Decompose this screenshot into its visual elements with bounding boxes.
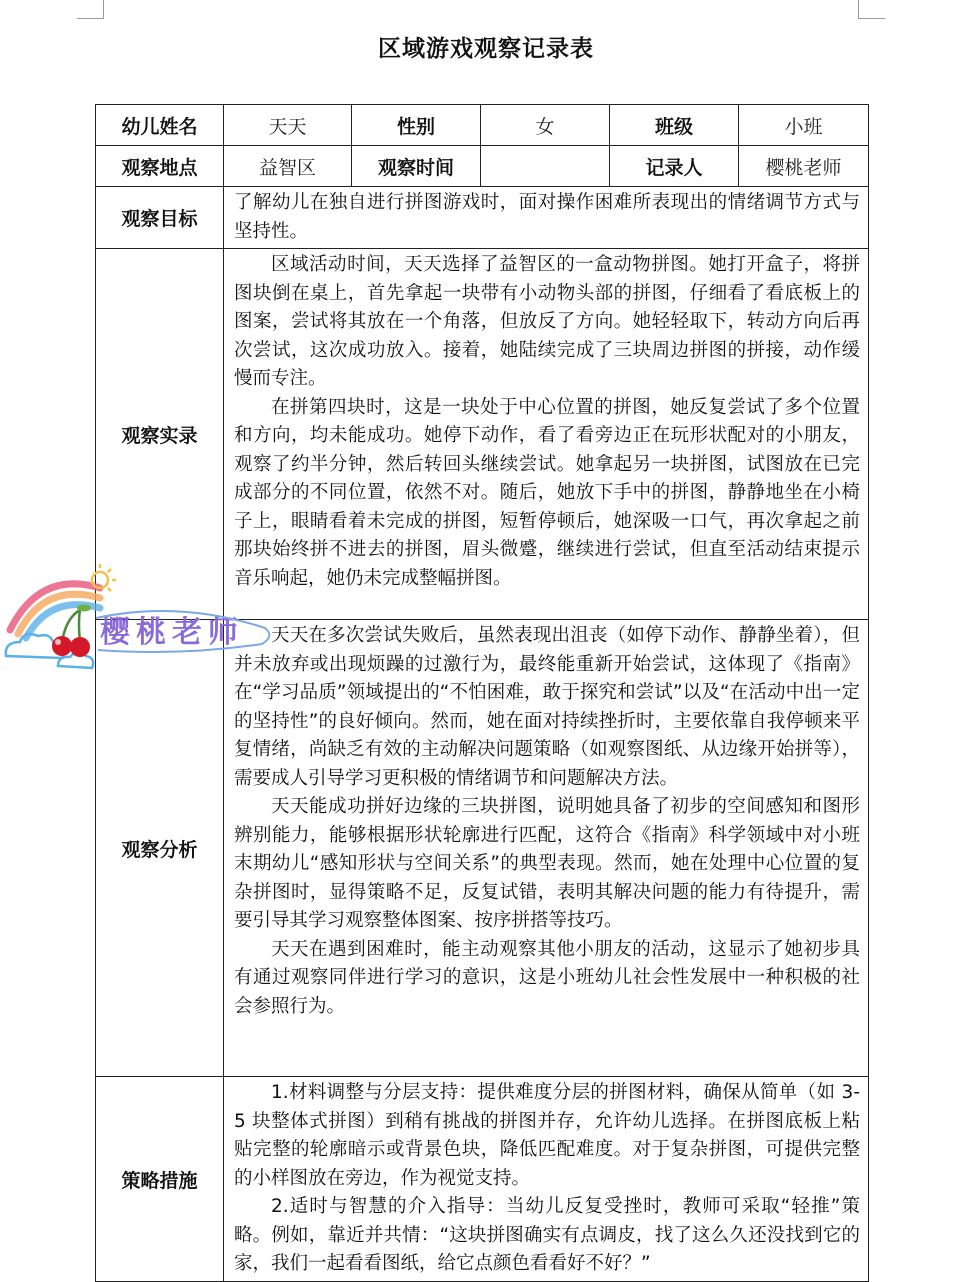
class-label: 班级: [610, 105, 739, 146]
table-row: [96, 146, 869, 187]
cherry-teacher-watermark: [0, 560, 290, 680]
record-paragraph: 区域活动时间，天天选择了益智区的一盒动物拼图。她打开盒子，将拼图块倒在桌上，首先拿起一块带有小动物头部的拼图，仔细看了看底板上的图案，尝试将其放在一个角落，但放反了方向。她轻轻取下，转动方向后再次尝试，这次成功放入。接着，她陆续完成了三块周边拼图的拼接，动作缓慢而专注。: [234, 254, 860, 389]
place-label: 观察地点: [96, 146, 224, 187]
table-row: [96, 187, 869, 249]
table-row: [96, 1077, 869, 1282]
child-name-label: 幼儿姓名: [96, 105, 224, 146]
strategy-paragraph: 1.材料调整与分层支持：提供难度分层的拼图材料，确保从简单（如 3-5 块整体式拼图）到稍有挑战的拼图并存，允许幼儿选择。在拼图底板上粘贴完整的轮廓暗示或背景色块，降低匹配难度。对于复杂拼图，可提供完整的小样图放在旁边，作为视觉支持。: [234, 1082, 860, 1189]
watermark-text: 樱桃老师: [100, 615, 244, 650]
time-value: [481, 146, 610, 187]
crop-mark-right: [858, 0, 885, 19]
time-label: 观察时间: [352, 146, 481, 187]
crop-mark-left: [77, 0, 104, 19]
record-label: 观察实录: [96, 249, 224, 620]
analysis-paragraph: 天天在遇到困难时，能主动观察其他小朋友的活动，这显示了她初步具有通过观察同伴进行学习的意识，这是小班幼儿社会性发展中一种积极的社会参照行为。: [234, 938, 860, 1017]
recorder-label: 记录人: [610, 146, 739, 187]
sun-icon: [92, 564, 116, 591]
table-row: [96, 105, 869, 146]
observation-table: [95, 104, 869, 1282]
analysis-text: [224, 620, 869, 1077]
goal-label: 观察目标: [96, 187, 224, 249]
recorder-value: 樱桃老师: [739, 146, 869, 187]
record-paragraph: 在拼第四块时，这是一块处于中心位置的拼图，她反复尝试了多个位置和方向，均未能成功。她停下动作，看了看旁边正在玩形状配对的小朋友，观察了约半分钟，然后转回头继续尝试。她拿起另一块拼图，试图放在已完成部分的不同位置，依然不对。随后，她放下手中的拼图，静静地坐在小椅子上，眼睛看着未完成的拼图，短暂停顿后，她深吸一口气，再次拿起之前那块始终拼不进去的拼图，眉头微蹙，继续进行尝试，但直至活动结束提示音乐响起，她仍未完成整幅拼图。: [234, 396, 860, 589]
analysis-label: 观察分析: [96, 620, 224, 1077]
analysis-paragraph: 天天在多次尝试失败后，虽然表现出沮丧（如停下动作、静静坐着），但并未放弃或出现烦躁的过激行为，最终能重新开始尝试，这体现了《指南》在“学习品质”领域提出的“不怕困难，敢于探究和尝试”以及“在活动中出一定的坚持性”的良好倾向。然而，她在面对持续挫折时，主要依靠自我停顿来平复情绪，尚缺乏有效的主动解决问题策略（如观察图纸、从边缘开始拼等），需要成人引导学习更积极的情绪调节和问题解决方法。: [234, 625, 860, 789]
strategy-paragraph: 2.适时与智慧的介入指导：当幼儿反复受挫时，教师可采取“轻推”策略。例如，靠近并共情：“这块拼图确实有点调皮，找了这么久还没找到它的家，我们一起看看图纸，给它点颜色看看好不好？”: [234, 1196, 860, 1274]
place-value: 益智区: [224, 146, 352, 187]
cherry-icon: [52, 605, 91, 658]
strategy-text: [224, 1077, 869, 1282]
class-value: 小班: [739, 105, 869, 146]
record-text: [224, 249, 869, 620]
page-title: 区域游戏观察记录表: [378, 36, 594, 62]
analysis-paragraph: 天天能成功拼好边缘的三块拼图，说明她具备了初步的空间感知和图形辨别能力，能够根据形状轮廓进行匹配，这符合《指南》科学领域中对小班末期幼儿“感知形状与空间关系”的典型表现。然而，她在处理中心位置的复杂拼图时，显得策略不足，反复试错，表明其解决问题的能力有待提升，需要引导其学习观察整体图案、按序拼搭等技巧。: [234, 796, 860, 931]
gender-value: 女: [481, 105, 610, 146]
gender-label: 性别: [352, 105, 481, 146]
child-name-value: 天天: [224, 105, 352, 146]
strategy-label: 策略措施: [96, 1077, 224, 1282]
table-row: [96, 620, 869, 1077]
goal-paragraph: 了解幼儿在独自进行拼图游戏时，面对操作困难所表现出的情绪调节方式与坚持性。: [234, 192, 860, 242]
goal-text: [224, 187, 869, 249]
